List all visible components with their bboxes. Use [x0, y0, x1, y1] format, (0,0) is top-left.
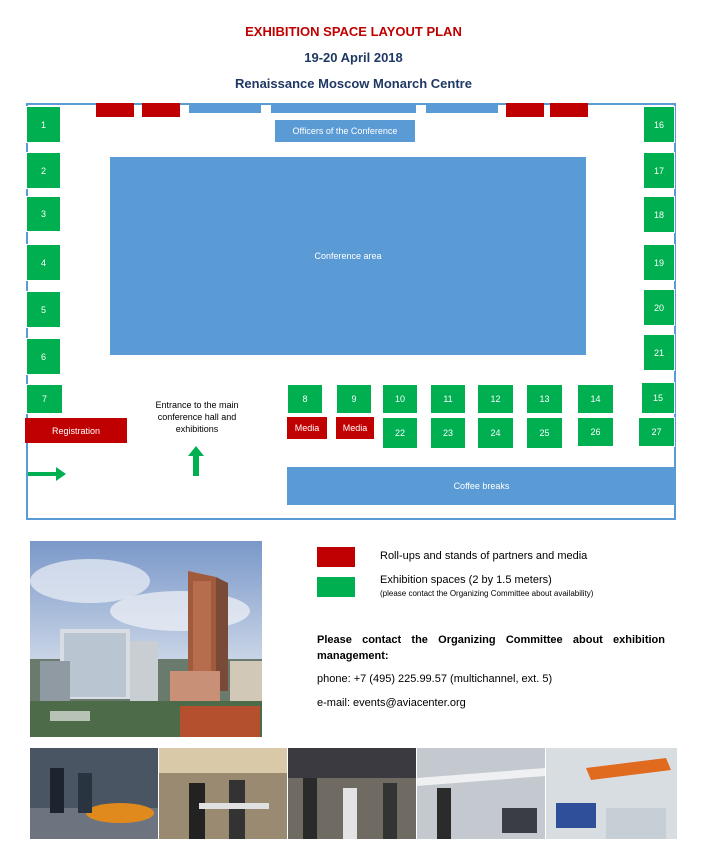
- stand-4: 4: [26, 244, 61, 281]
- contact-phone: phone: +7 (495) 225.99.57 (multichannel, ext. 5): [317, 673, 553, 685]
- event-dates: 19-20 April 2018: [304, 50, 403, 65]
- legend-green-swatch: [317, 577, 355, 597]
- event-venue: Renaissance Moscow Monarch Centre: [235, 76, 472, 91]
- media-stand-2: Media: [336, 417, 374, 439]
- stand-14: 14: [577, 384, 614, 414]
- stand-6: 6: [26, 338, 61, 375]
- venue-building-photo: [30, 541, 262, 737]
- stand-24: 24: [477, 417, 514, 449]
- up-arrow-icon: [188, 446, 204, 476]
- stand-23: 23: [430, 417, 466, 449]
- stand-11: 11: [430, 384, 466, 414]
- blue-stand-top: [189, 103, 261, 113]
- stand-21: 21: [643, 334, 675, 371]
- exhibition-photo-4: [417, 748, 545, 839]
- conference-area-label: Conference area: [314, 251, 382, 261]
- coffee-break-area: Coffee breaks: [287, 467, 676, 505]
- stand-15: 15: [641, 382, 675, 414]
- page-title: EXHIBITION SPACE LAYOUT PLAN: [245, 24, 462, 39]
- stand-5: 5: [26, 291, 61, 328]
- stand-7: 7: [26, 384, 63, 414]
- legend-red-label: Roll-ups and stands of partners and media: [380, 550, 588, 562]
- stand-3: 3: [26, 196, 61, 232]
- partner-stand-top: [142, 103, 180, 117]
- stand-18: 18: [643, 196, 675, 233]
- registration-desk: Registration: [25, 418, 127, 443]
- stand-10: 10: [382, 384, 418, 414]
- legend-red-swatch: [317, 547, 355, 567]
- exhibition-photo-1: [30, 748, 158, 839]
- stand-1: 1: [26, 106, 61, 143]
- contact-email: e-mail: events@aviacenter.org: [317, 697, 466, 709]
- exhibition-photo-5: [546, 748, 677, 839]
- exhibition-photo-2: [159, 748, 287, 839]
- partner-stand-top: [550, 103, 588, 117]
- blue-stand-top: [271, 103, 416, 113]
- partner-stand-top: [506, 103, 544, 117]
- exhibition-photo-3: [288, 748, 416, 839]
- right-arrow-icon: [28, 467, 66, 481]
- stand-17: 17: [643, 152, 675, 189]
- stand-9: 9: [336, 384, 372, 414]
- stand-12: 12: [477, 384, 514, 414]
- stand-27: 27: [638, 417, 675, 447]
- blue-stand-top: [426, 103, 498, 113]
- stand-22: 22: [382, 417, 418, 449]
- officers-area: Officers of the Conference: [275, 120, 415, 142]
- partner-stand-top: [96, 103, 134, 117]
- conference-area: [110, 157, 586, 355]
- media-stand-1: Media: [287, 417, 327, 439]
- entrance-label: Entrance to the main conference hall and exhibitions: [155, 400, 239, 434]
- stand-26: 26: [577, 417, 614, 447]
- legend-green-label: Exhibition spaces (2 by 1.5 meters): [380, 574, 552, 586]
- stand-13: 13: [526, 384, 563, 414]
- stand-19: 19: [643, 244, 675, 281]
- contact-heading: Please contact the Organizing Committee about exhibition management:: [317, 634, 665, 662]
- legend-green-note: (please contact the Organizing Committee about availability): [380, 589, 594, 598]
- stand-25: 25: [526, 417, 563, 449]
- stand-16: 16: [643, 106, 675, 143]
- stand-20: 20: [643, 289, 675, 326]
- stand-8: 8: [287, 384, 323, 414]
- stand-2: 2: [26, 152, 61, 189]
